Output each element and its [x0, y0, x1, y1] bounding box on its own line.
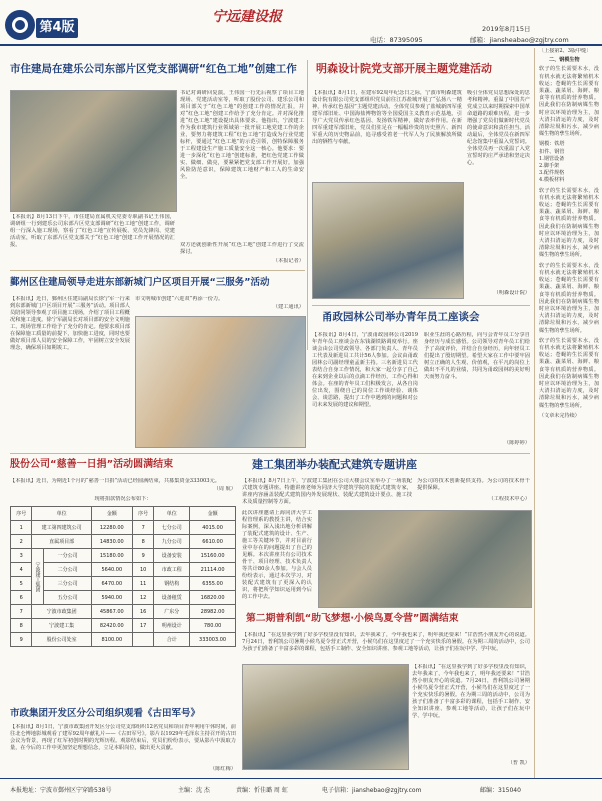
article-3-photo	[135, 316, 306, 448]
table-cell: 5	[11, 577, 32, 591]
table-cell: 市政工程	[154, 563, 190, 577]
article-8-byline: （陈红梅）	[210, 766, 236, 772]
table-cell: 6470.00	[91, 577, 132, 591]
table-cell: 8100.00	[91, 633, 132, 647]
table-row	[11, 605, 236, 619]
article-7-headline: 第二期普利凯“助飞梦想·小候鸟夏令营”圆满结束	[246, 613, 459, 624]
table-cell: 14830.00	[91, 535, 132, 549]
article-5-table-caption: 现将捐款情况公布如下：	[94, 496, 152, 502]
table-cell: 合计	[154, 633, 190, 647]
table-cell: 82420.00	[91, 619, 132, 633]
table-row	[11, 535, 236, 549]
table-cell: 五分公司	[44, 591, 91, 605]
article-2-body-col: 吸引全体党员思想深处的思考和精神。重温了中国共产党成立以来时期探索中国革命道路的艰难历程，进一步增强了党员们做新时代党员的使命意识和责任担当。活动最后，全体党员在新四军纪念馆集中重温入党誓词。全体党员再一次重温了入党宣誓时的庄严承诺和坚定决心。	[467, 90, 530, 166]
article-7-body-col: 【本报讯】“在这里我学到了好多学校里没有知识，去年我来了，今年我也来了，明年我还要来！”甘浩然小朋友开心的说道。7月24日，普利凯公司暑期小候鸟夏令营正式开营，小候鸟们在这里度过了一个充实快乐的暑假。在为期三周的活动中，公司为孩子们准备了丰富多彩的课程，包括手工制作、安全知识讲座、参观工地等活动，让孩子们在玩中学、学中玩。	[412, 664, 530, 719]
article-1-headline: 市住建局在建乐公司东部片区党支部调研“红色工地”创建工作	[10, 63, 297, 75]
footer-address: 本报地址：宁波市鄞州区宁穿路538号	[10, 787, 112, 794]
issue-date: 2019年8月15日	[482, 25, 531, 33]
table-cell: 10	[132, 563, 153, 577]
table-cell: 直属项目部	[32, 535, 91, 549]
table-header: 序号	[11, 507, 32, 521]
table-header: 金额	[190, 507, 236, 521]
article-2-headline: 明森设计院党支部开展主题党建活动	[316, 62, 492, 75]
sidebar-head: 〔上接第2、3版中缝〕	[539, 48, 592, 54]
article-1-byline: （本报记者）	[272, 258, 304, 264]
table-cell: 明州设计	[154, 619, 190, 633]
table-row	[11, 619, 236, 633]
article-4-body-col: 职业生涯的心路历程，向与会青年员工分享自身经历与成长感悟。公司领导对青年员工们给予了高度评价，并结合自身经历，向年轻员工们提出了殷切期望。希望大家在工作中要牢固树立正确的人生观、价值观，在平凡的岗位上做出不平凡的业绩，共同为甬政园林的美好明天而努力奋斗。	[424, 332, 530, 380]
article-8	[10, 708, 236, 774]
article-3-side: 市文明城市创建“六进双”再添一份力。	[135, 296, 224, 302]
article-7-body: 【本报讯】“在这里我学到了好多学校里没有知识，去年我来了，今年我也来了，明年我还要来！”甘浩然小朋友开心的说道。7月24日，普利凯公司暑期小候鸟夏令营正式开营，小候鸟们在这里度过了一个充实快乐的暑假。在为期三周的活动中，公司为孩子们准备了丰富多彩的课程，包括手工制作、安全知识讲座、参观工地等活动，让孩子们在玩中学、学中玩。	[242, 632, 530, 652]
sidebar-list-item: 2.脚手架	[539, 163, 560, 170]
table-cell: 三分公司	[44, 577, 91, 591]
table-row	[11, 549, 236, 563]
table-header: 金额	[91, 507, 132, 521]
table-cell: 12280.00	[91, 521, 132, 535]
table-header-row	[11, 507, 236, 521]
masthead-title: 宁远建设报	[212, 9, 282, 25]
article-5-byline: （周 航）	[213, 486, 236, 492]
sidebar-text-repeat: 软子的生长需要木水，没有机水就无法将繁殖机木收运；苍蝇的生长需要有果蔬、蔬菜屑、海鲜、粮食等有机质的营养物质。因此我们在防制病媒生物时应以环境治理为主，加大清扫清运的力度，及时清除垃圾和污水，减少病媒生物的孳生场所。	[539, 262, 599, 334]
table-cell: 7	[132, 521, 153, 535]
header-email: 邮箱：jiansheabao@zgjtry.com	[470, 36, 569, 44]
table-cell: 宁波市政集团	[32, 605, 91, 619]
table-header: 单位	[32, 507, 91, 521]
table-cell: 七分公司	[154, 521, 190, 535]
table-cell: 宁波建工集	[32, 619, 91, 633]
table-cell: 21114.00	[190, 563, 236, 577]
sidebar-footer: （文章未完待续）	[539, 412, 580, 419]
table-cell: 17	[132, 619, 153, 633]
table-cell: 一分公司	[44, 549, 91, 563]
article-6-side: 为公司的技术创新提供支持。为公司的技术骨干提供保障。	[417, 478, 530, 491]
table-cell: 设备租赁	[154, 591, 190, 605]
article-6-body-2: 此次讲座邀请上海同济大学工程管理系的教授主讲，结合实际案例，深入浅出地分析讲解了装配式建筑的设计、生产、施工等关键环节，并对目前行业中存在的问题提出了自己的见解。本次讲座共有公司技术骨干、项目经理、技术负责人等共计80余人参加。与会人员纷纷表示，通过本次学习，对装配式建筑有了更深入的认识，将把所学知识运用到今后的工作中去。	[242, 510, 312, 600]
table-cell: 6355.00	[190, 577, 236, 591]
donation-table	[10, 506, 236, 647]
article-1	[10, 62, 304, 267]
sidebar-list-item: 钢模：铁塔	[539, 141, 565, 148]
sidebar-text-repeat: 软子的生长需要木水，没有机水就无法将繁殖机木收运；苍蝇的生长需要有果蔬、蔬菜屑、海鲜、粮食等有机质的营养物质。因此我们在防制病媒生物时应以环境治理为主，加大清扫清运的力度，及时清除垃圾和污水，减少病媒生物的孳生场所。	[539, 337, 599, 409]
sidebar	[539, 48, 599, 776]
sidebar-list-item: 1.钢管设备	[539, 155, 565, 162]
sidebar-list	[539, 141, 599, 184]
sidebar-text: 软子的生长需要木水，没有机水就无法将繁殖机木收运；苍蝇的生长需要有果蔬、蔬菜屑、海鲜、粮食等有机质的营养物质。因此我们在防制病媒生物时应以环境治理为主，加大清扫清运的力度，及时清除垃圾和污水，减少病媒生物的孳生场所。	[539, 66, 599, 138]
table-cell: 333003.00	[190, 633, 236, 647]
table-row	[11, 591, 236, 605]
article-7	[242, 612, 530, 772]
article-5-headline: 股份公司“慈善一日捐”活动圆满结束	[10, 459, 174, 470]
article-6-headline: 建工集团举办装配式建筑专题讲座	[252, 458, 417, 471]
article-6-body: 【本报讯】8月7日上午，宁波建工集团在公司大楼会议室举办了一场装配式建筑专题讲座。特邀讲座老师为同济大学建筑学院的装配式建筑专家，讲座内容涵盖装配式建筑国内外发展现状、装配式建筑设计要点、施工技术及质量控制等方面。	[242, 478, 412, 505]
table-cell: 6	[11, 591, 32, 605]
table-header: 序号	[132, 507, 153, 521]
table-cell: 5640.00	[91, 563, 132, 577]
article-5-body: 【本报讯】近日，为期近1个月的“慈善一日捐”活动已经圆满结束，共募集资金333003元。	[10, 478, 220, 484]
table-cell: 28982.00	[190, 605, 236, 619]
table-group-cell: 宁波建工集团	[32, 549, 44, 605]
divider	[307, 60, 308, 350]
table-cell: 15180.00	[91, 549, 132, 563]
article-3-byline: （建工通讯）	[272, 304, 304, 310]
article-7-byline: （普 凯）	[507, 760, 530, 766]
table-cell: 45867.00	[91, 605, 132, 619]
article-3-body: 【本报讯】近日，鄞州区住建局副局长徐宁军一行来到东部新城门户区项目开展“三服务”活动。项目部人员陪同领导参观了项目施工现场，介绍了项目工程概况和施工进度。徐宁军副局长对项目部的安全文明施工、现场管理工作给予了充分的肯定。他要求项目部在保障施工质量的前提下，加快施工进度，同时也要做好项目部人员的安全保障工作，牢固树立安全发展理念，确保项目如期竣工。	[10, 296, 130, 351]
sidebar-title: 二、钢模生物	[549, 57, 580, 64]
table-cell: 4	[11, 563, 32, 577]
table-cell: 钢结构	[154, 577, 190, 591]
article-2-body: 【本报讯】8月1日，在建军92周年纪念日之际，宁波市明森建筑设计院有限公司党支部组织党员前往江苏盐城开展了“弘扬八一精神，传承红色基因”主题党建活动。全体党员参观了盐城新四军重建军部旧址、中国海盐博物馆等全国爱国主义教育示范基地。引导广大党员传承红色基因、发扬铁军精神，做好表率作用。在新四军重建军部旧址，党员们驻足在一幅幅珍贵的历史照片、新四军重大的历史物品前，追寻感受着老一代军人为了民族解放所做出的牺牲与奉献。	[312, 90, 462, 145]
article-6	[242, 458, 530, 608]
table-cell: 二分公司	[44, 563, 91, 577]
table-cell: 9	[132, 549, 153, 563]
table-row	[11, 563, 236, 577]
table-row	[11, 577, 236, 591]
table-cell: 6610.00	[190, 535, 236, 549]
table-cell: 广东分	[154, 605, 190, 619]
article-2	[312, 62, 530, 302]
table-cell: 16	[132, 605, 153, 619]
article-6-photo	[318, 510, 532, 608]
footer-editor: 责编：忻佳璐 周 虹	[236, 787, 288, 794]
table-cell: 12	[132, 591, 153, 605]
table-cell: 16820.00	[190, 591, 236, 605]
article-4-byline: （陈婷婷）	[504, 440, 530, 446]
table-cell: 股份公司处室	[32, 633, 91, 647]
header-rule	[0, 44, 602, 46]
article-3	[10, 276, 304, 451]
article-1-lead: 【本报讯】8月13日下午，市住建局直属机关党委专职副书记王伟国，调研组一行到建乐公司东部片区党支部调研“红色工地”创建工作，调研组一行深入施工现场，察看了“红色工地”宣传展板、党员先锋岗、党建活动室，听取了东部片区党支部关于“红色工地”创建工作开展情况的汇报。	[10, 214, 175, 248]
article-8-body: 【本报讯】8月1日，宁波市政集团开发区分公司党支部组织12名党员和项目青年利用午休时间，前往北仑博地影城观看了建军92周年献礼片——《古田军号》。影片以1929年毛泽东主持召开的古田会议为背景，再现了红军初创时期的光辉历程。观影结束后，党员们纷纷表示，要从影片中汲取力量，在今后的工作中更加坚定理想信念，立足本职岗位，做出更大贡献。	[10, 724, 236, 751]
article-1-body: 书记对调研回复演。王伟国一行先后视察了项目工地现场、党建活动室等，听取了股份公司、建乐公司和项目部关于“红色工地”的创建工作的情况汇报，并对“红色工地”创建工作给予了充分肯定。并对深化推进“红色工地”建设提出具体要求。他指出，宁波建工作为我市建筑行业领域第一批开展工地党建工作的企业，要努力将建筑工程“红色工地”打造成为行业党建标杆，要通过“红色工地”的示范引领，创特保障服务于工程建设生产施工质量安全这一核心。他要求：要进一步深化“红色工地”创建标准，把红色党建工作做实、做细、做亮，要紧紧把党支部工作开展好。加强风险防范意识，保障建筑工地财产和工人的生命安全。	[180, 90, 304, 180]
sidebar-list-item: 扣件、钢管	[539, 148, 565, 155]
footer-chief: 主编：沈 杰	[178, 787, 210, 794]
article-2-byline: （明森设计院）	[493, 290, 530, 296]
article-4-headline: 甬政园林公司举办青年员工座谈会	[322, 311, 480, 323]
table-cell: 15160.00	[190, 549, 236, 563]
article-1-body-end: 双方还就创新性开展“红色工地”创建工作进行了交流探讨。	[180, 242, 304, 255]
article-8-headline: 市政集团开发区分公司组织观看《古田军号》	[10, 708, 201, 719]
divider	[534, 48, 535, 778]
footer-postcode: 邮编：315040	[480, 787, 521, 794]
sidebar-list-item: 4.模板材料	[539, 177, 565, 184]
table-cell: 5940.00	[91, 591, 132, 605]
table-row	[11, 521, 236, 535]
table-cell: 9	[11, 633, 32, 647]
table-cell: 九分公司	[154, 535, 190, 549]
article-1-photo	[10, 90, 177, 212]
article-6-byline: （工程技术中心）	[488, 496, 530, 502]
table-cell: 建工第四建筑公司	[32, 521, 91, 535]
page-footer	[0, 778, 602, 801]
sidebar-text-repeat: 软子的生长需要木水，没有机水就无法将繁殖机木收运；苍蝇的生长需要有果蔬、蔬菜屑、海鲜、粮食等有机质的营养物质。因此我们在防制病媒生物时应以环境治理为主，加大清扫清运的力度，及时清除垃圾和污水，减少病媒生物的孳生场所。	[539, 187, 599, 259]
table-row	[11, 633, 236, 647]
divider	[10, 270, 305, 271]
table-cell: 11	[132, 577, 153, 591]
article-3-headline: 鄞州区住建局领导走进东部新城门户区项目开展“三服务”活动	[10, 277, 270, 288]
table-header: 单位	[154, 507, 190, 521]
header-phone: 电话：87395095	[370, 36, 423, 44]
table-cell: 8	[11, 619, 32, 633]
gear-icon	[12, 17, 28, 33]
header-logo	[5, 10, 35, 40]
table-cell: 4015.00	[190, 521, 236, 535]
table-cell: 1	[11, 521, 32, 535]
page-header	[0, 0, 602, 46]
sidebar-list-item: 3.配件规格	[539, 170, 565, 177]
footer-email: 电子信箱：jianshebao@zgjtry.com	[322, 787, 422, 794]
table-cell: 7	[11, 605, 32, 619]
divider	[312, 305, 530, 306]
page-number-badge: 第4版	[36, 18, 78, 38]
article-2-photo	[312, 182, 464, 299]
divider	[10, 453, 530, 454]
article-5	[10, 458, 236, 708]
article-4-body: 【本报讯】8月4日，宁波甬政园林公司2019年青年员工座谈会在东钱湖铁路调度举行。座谈会由公司党政领导、各部门负责人、青年员工代表及新进员工共计56人参加。会议由甬政园林公司副经理童孟新主持。三名新进员工代表结合自身工作情况，和大家一起分享了自己在来到企业以后的点滴工作经历，工作心得和体会。在座的青年员工们积极发言，从各自岗位出发，围绕自己的岗位工作谈经验、谈体会、谈思路，提出了工作中遇到的问题和对公司未来发展的建议和期望。	[312, 332, 418, 408]
table-cell	[132, 633, 153, 647]
table-cell: 3	[11, 549, 32, 563]
table-cell: 780.00	[190, 619, 236, 633]
table-cell: 设备安装	[154, 549, 190, 563]
article-4	[312, 310, 530, 450]
table-cell: 2	[11, 535, 32, 549]
article-7-photo	[242, 664, 409, 770]
table-cell: 8	[132, 535, 153, 549]
